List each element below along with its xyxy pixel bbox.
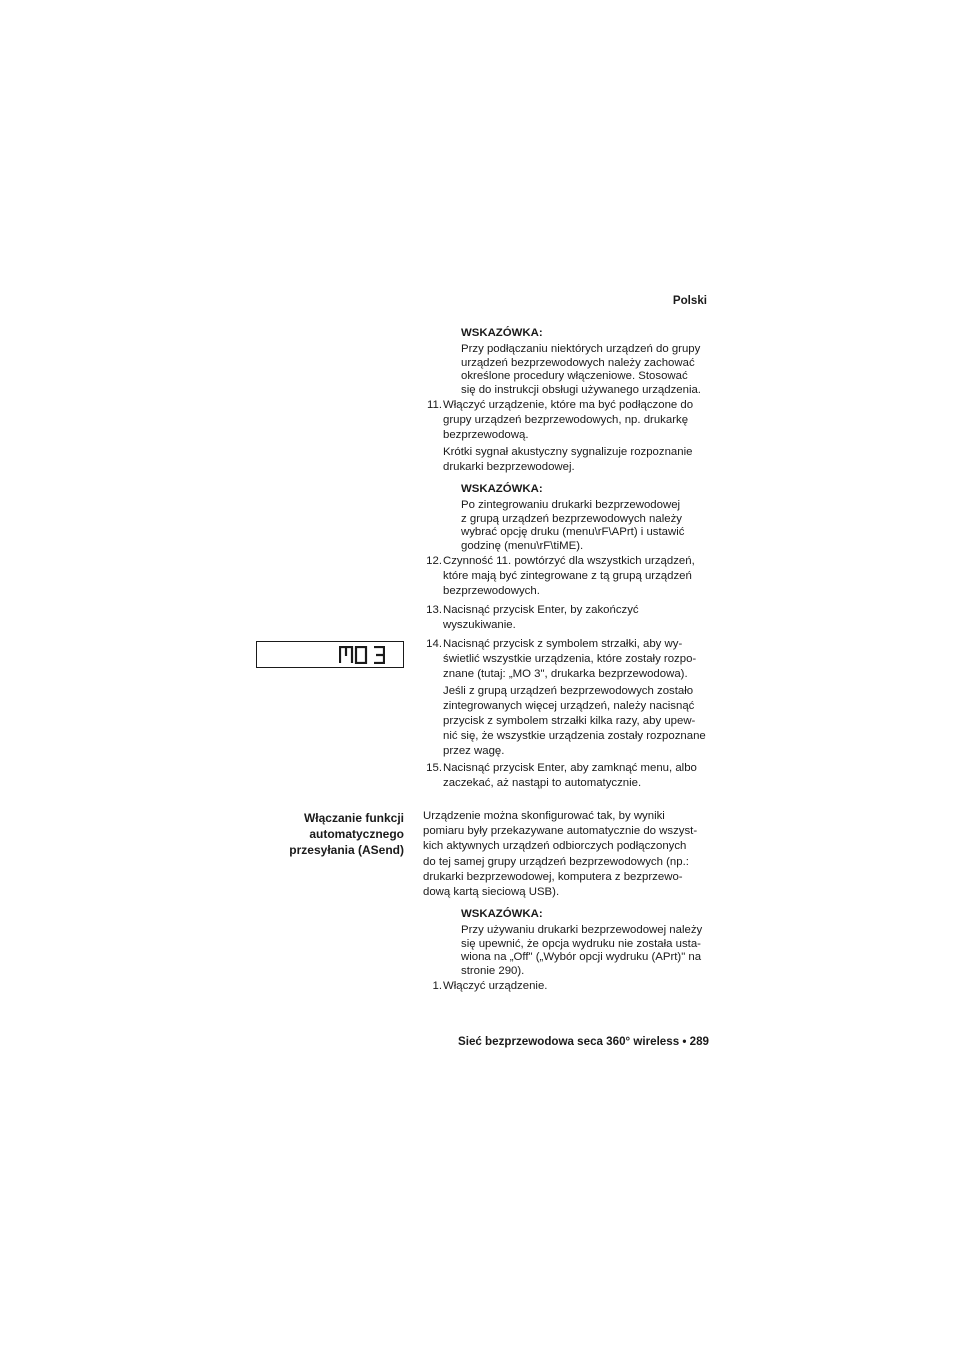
para-line: dową kartą sieciową USB).	[423, 886, 560, 899]
heading-line: przesyłania (ASend)	[289, 843, 404, 858]
step-para	[443, 761, 716, 791]
note-line: wybrać opcję druku (menu\rF\APrt) i ustawić	[461, 526, 685, 539]
note-line: stronie 290).	[461, 964, 525, 977]
note-line: Po zintegrowaniu drukarki bezprzewodowej	[461, 499, 681, 512]
note-line: Przy podłączaniu niektórych urządzeń do grupy	[461, 343, 701, 356]
step-line: bezprzewodową.	[443, 429, 529, 442]
note-line: godzinę (menu\rF\tiME).	[461, 539, 584, 552]
heading-line: automatycznego	[309, 827, 404, 842]
note-title: WSKAZÓWKA:	[461, 483, 543, 495]
note-box	[461, 482, 716, 554]
step-14	[420, 637, 716, 760]
step-line: wyszukiwanie.	[443, 619, 516, 632]
step-line: nić się, że wszystkie urządzenia zostały rozpoznane	[443, 730, 706, 743]
note-box	[461, 907, 716, 979]
heading-line: Włączanie funkcji	[303, 811, 404, 825]
step-text	[443, 761, 716, 791]
step-para	[443, 554, 716, 600]
step-text	[443, 603, 716, 633]
step-para	[443, 398, 716, 444]
step-text	[443, 979, 716, 994]
scale-display	[256, 641, 404, 668]
step-para	[443, 603, 716, 633]
step-line: Nacisnąć przycisk z symbolem strzałki, aby wy-	[443, 638, 683, 650]
step-para	[443, 637, 716, 683]
step-line: Nacisnąć przycisk Enter, by zakończyć	[443, 604, 639, 616]
step-number: 12.	[426, 555, 442, 567]
para-line: Urządzenie można skonfigurować tak, by wyniki	[423, 810, 665, 822]
step-text	[443, 637, 716, 760]
step-line: przez wagę.	[443, 745, 505, 758]
step-line: Nacisnąć przycisk Enter, aby zamknąć menu, albo	[443, 762, 697, 774]
display-reading-mo3	[339, 646, 385, 664]
step-para	[443, 684, 716, 760]
note-line: urządzeń bezprzewodowych należy zachować	[461, 356, 695, 369]
step-number: 11.	[427, 399, 442, 411]
step-12	[420, 554, 716, 600]
step-line: zaczekać, aż nastąpi to automatycznie.	[443, 777, 642, 790]
note-line: się do instrukcji obsługi używanego urządzenia.	[461, 383, 701, 396]
note-body	[461, 343, 716, 397]
step-line: Krótki sygnał akustyczny sygnalizuje rozpoznanie	[443, 445, 693, 458]
note-line: wiona na „Off" („Wybór opcji wydruku (APrt)" na	[461, 951, 702, 964]
step-line: które mają być zintegrowane z tą grupą urządzeń	[443, 570, 692, 583]
note-body	[461, 924, 716, 978]
step-line: znane (tutaj: „MO 3", drukarka bezprzewodowa).	[443, 668, 688, 681]
page-footer: Sieć bezprzewodowa seca 360° wireless • 289	[457, 1035, 709, 1048]
note-line: z grupą urządzeń bezprzewodowych należy	[461, 512, 682, 525]
note-title: WSKAZÓWKA:	[461, 908, 543, 920]
note-title: WSKAZÓWKA:	[461, 327, 543, 339]
note-box	[461, 326, 716, 398]
step-para	[443, 979, 716, 994]
section-paragraph	[423, 809, 718, 900]
section-heading	[250, 810, 404, 859]
step-15	[420, 761, 716, 791]
step-line: Włączyć urządzenie.	[443, 980, 548, 992]
language-label: Polski	[672, 294, 707, 307]
step-line: Czynność 11. powtórzyć dla wszystkich urządzeń,	[443, 555, 695, 567]
step-line: Włączyć urządzenie, które ma być podłączone do	[443, 399, 694, 411]
step-line: Jeśli z grupą urządzeń bezprzewodowych zostało	[443, 684, 694, 697]
segment-3	[374, 647, 384, 663]
step-line: bezprzewodowych.	[443, 585, 540, 598]
note-line: Przy używaniu drukarki bezprzewodowej należy	[461, 924, 703, 937]
step-number: 1.	[432, 980, 442, 992]
step-line: drukarki bezprzewodowej.	[443, 460, 575, 473]
step-number: 13.	[426, 604, 442, 616]
step-number: 15.	[426, 762, 442, 774]
para-line: kich aktywnych urządzeń odbiorczych podłączonych	[423, 840, 687, 853]
para-line: drukarki bezprzewodowej, komputera z bezprzewo-	[423, 870, 683, 883]
para-line: do tej samej grupy urządzeń bezprzewodowych (np.:	[423, 855, 689, 868]
step-number: 14.	[426, 638, 442, 650]
step-line: świetlić wszystkie urządzenia, które zostały rozpo-	[443, 653, 697, 666]
step-text	[443, 554, 716, 600]
segment-o	[356, 647, 366, 663]
note-line: określone procedury włączeniowe. Stosować	[461, 370, 688, 383]
step-13	[420, 603, 716, 633]
note-line: się upewnić, że opcja wydruku nie została usta-	[461, 937, 701, 950]
step-line: zintegrowanych więcej urządzeń, należy nacisnąć	[443, 699, 695, 712]
step-1	[420, 979, 716, 994]
note-body	[461, 499, 716, 553]
step-line: grupy urządzeń bezprzewodowych, np. drukarkę	[443, 414, 689, 427]
step-line: przycisk z symbolem strzałki kilka razy, aby upew-	[443, 715, 696, 728]
segment-m	[340, 647, 352, 663]
step-11	[420, 398, 716, 475]
step-para	[443, 445, 716, 475]
step-text	[443, 398, 716, 475]
para-line: pomiaru były przekazywane automatycznie do wszyst-	[423, 825, 698, 838]
